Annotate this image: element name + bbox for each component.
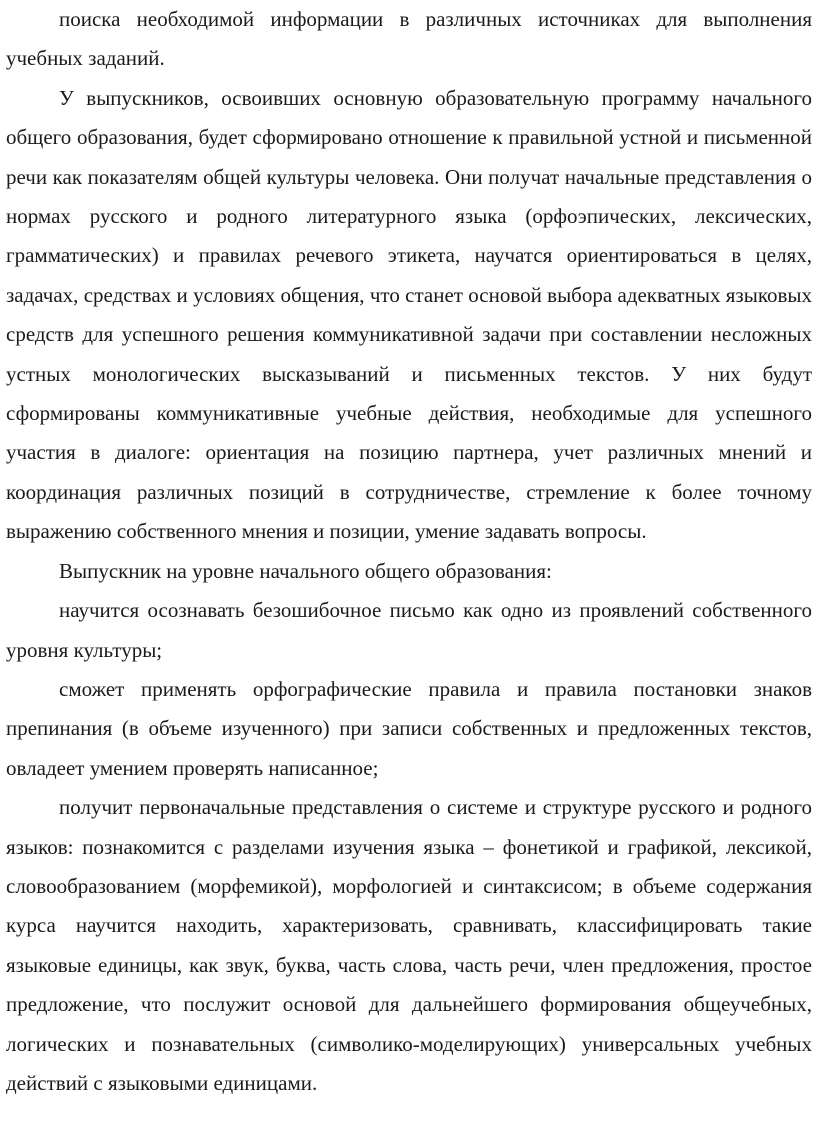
- paragraph-graduate-intro: Выпускник на уровне начального общего образования:: [59, 558, 552, 583]
- paragraph-search-info: поиска необходимой информации в различных источниках для выполнения учебных заданий.: [6, 7, 812, 71]
- paragraph-language-structure: получит первоначальные представления о системе и структуре русского и родного языков: познакомится с разделами изучения языка – фонетикой и графикой, лексикой, словообразованием (морфемикой), морфологией и синтаксисом; в объеме содержания курса научится находить, характеризовать, сравнивать, классифицировать такие языковые единицы, как звук, буква, часть слова, часть речи, член предложения, простое предложение, что послужит основой для дальнейшего формирования общеучебных, логических и познавательных (символико-моделирующих) универсальных учебных действий с языковыми единицами.: [6, 795, 812, 1095]
- paragraph-graduate-speech: У выпускников, освоивших основную образовательную программу начального общего образования, будет сформировано отношение к правильной устной и письменной речи как показателям общей культуры человека. Они получат начальные представления о нормах русского и родного литературного языка (орфоэпических, лексических, грамматических) и правилах речевого этикета, научатся ориентироваться в целях, задачах, средствах и условиях общения, что станет основой выбора адекватных языковых средств для успешного решения коммуникативной задачи при составлении несложных устных монологических высказываний и письменных текстов. У них будут сформированы коммуникативные учебные действия, необходимые для успешного участия в диалоге: ориентация на позицию партнера, учет различных мнений и координация различных позиций в сотрудничестве, стремление к более точному выражению собственного мнения и позиции, умение задавать вопросы.: [6, 85, 812, 544]
- paragraph-literacy: научится осознавать безошибочное письмо как одно из проявлений собственного уровня культуры;: [6, 598, 812, 662]
- document-page: [6, 0, 812, 1103]
- paragraph-orthography: сможет применять орфографические правила и правила постановки знаков препинания (в объеме изученного) при записи собственных и предложенных текстов, овладеет умением проверять написанное;: [6, 676, 812, 780]
